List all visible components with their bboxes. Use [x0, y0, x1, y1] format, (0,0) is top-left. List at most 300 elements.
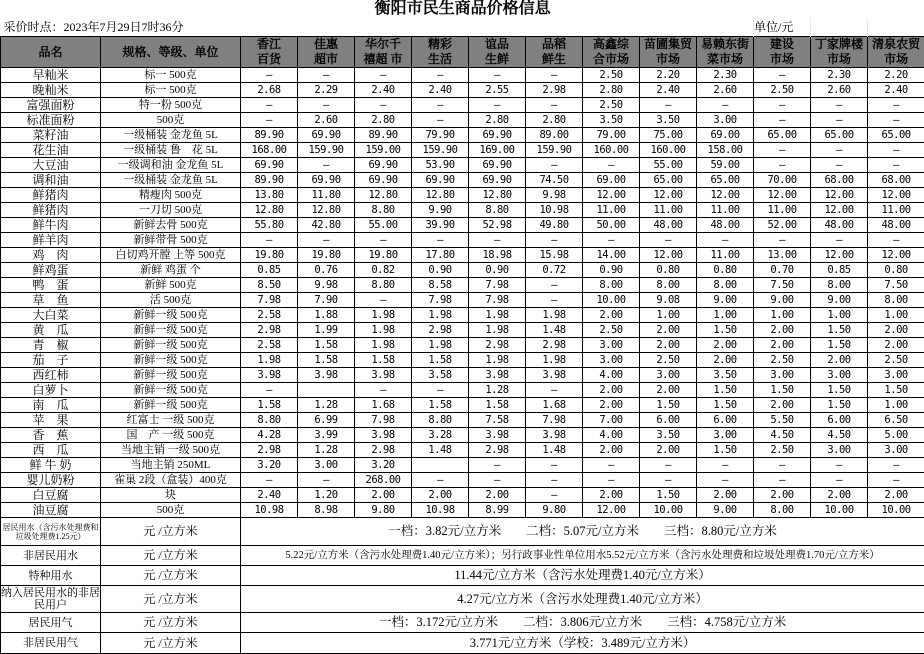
price-cell: 4.50 — [811, 428, 868, 443]
price-cell: 2.00 — [754, 323, 811, 338]
product-name-cell: 富强面粉 — [1, 98, 101, 113]
utility-unit-cell: 元 /立方米 — [101, 546, 241, 566]
price-cell: 8.00 — [640, 278, 697, 293]
price-cell: 14.00 — [583, 248, 640, 263]
price-cell: 1.98 — [412, 308, 469, 323]
product-name-cell: 西红柿 — [1, 368, 101, 383]
price-cell: 8.00 — [754, 503, 811, 518]
product-spec-cell: 特一粉 500克 — [101, 98, 241, 113]
price-cell: 3.98 — [355, 368, 412, 383]
price-cell: 159.00 — [355, 143, 412, 158]
price-cell: — — [412, 383, 469, 398]
price-cell: 1.28 — [469, 383, 526, 398]
price-cell: – — [298, 98, 355, 113]
column-headers — [1, 37, 924, 68]
price-cell: 12.00 — [811, 248, 868, 263]
price-cell: 8.80 — [241, 413, 298, 428]
price-cell: 2.00 — [640, 338, 697, 353]
sheet-top — [1, 0, 924, 37]
utility-name-cell: 纳入居民用水的非居民用户 — [1, 587, 100, 611]
price-cell: 2.50 — [583, 98, 640, 113]
price-cell: – — [640, 98, 697, 113]
price-cell: 1.98 — [412, 338, 469, 353]
price-cell: 2.60 — [697, 83, 754, 98]
price-cell: 1.50 — [754, 383, 811, 398]
price-cell: 10.98 — [526, 203, 583, 218]
price-cell: 3.50 — [697, 368, 754, 383]
price-cell: 3.58 — [412, 368, 469, 383]
utility-unit-cell: 元 /立方米 — [101, 566, 241, 586]
price-cell: 1.98 — [526, 353, 583, 368]
price-cell: – — [697, 98, 754, 113]
price-cell: 3.00 — [868, 368, 924, 383]
price-cell: 11.00 — [640, 203, 697, 218]
product-name-cell: 婴儿奶粉 — [1, 473, 101, 488]
price-cell: 12.80 — [412, 188, 469, 203]
price-cell: 55.80 — [241, 218, 298, 233]
price-cell: 11.00 — [697, 203, 754, 218]
price-cell: – — [526, 473, 583, 488]
price-cell: 1.50 — [640, 398, 697, 413]
price-cell: 1.99 — [298, 323, 355, 338]
price-cell: 11.00 — [697, 248, 754, 263]
price-cell: 53.90 — [412, 158, 469, 173]
price-cell: 48.00 — [811, 218, 868, 233]
price-cell: 8.80 — [355, 278, 412, 293]
product-spec-cell: 新鲜 500克 — [101, 278, 241, 293]
price-cell: 9.98 — [298, 278, 355, 293]
price-cell: 2.50 — [583, 68, 640, 83]
table-row — [1, 368, 924, 383]
price-cell: 79.90 — [412, 128, 469, 143]
price-cell: 3.20 — [241, 458, 298, 473]
price-cell: 59.00 — [697, 158, 754, 173]
price-cell: 12.00 — [583, 188, 640, 203]
price-cell: 65.00 — [754, 128, 811, 143]
price-cell: 2.00 — [583, 488, 640, 503]
price-cell: 2.00 — [868, 488, 924, 503]
price-cell: 74.50 — [526, 173, 583, 188]
price-cell: 65.00 — [640, 173, 697, 188]
price-cell: 1.58 — [412, 353, 469, 368]
price-cell: 12.00 — [868, 248, 924, 263]
table-row — [1, 218, 924, 233]
price-cell: 68.00 — [811, 173, 868, 188]
price-cell: 2.80 — [469, 113, 526, 128]
price-cell: – — [868, 458, 924, 473]
price-cell: 9.00 — [754, 293, 811, 308]
price-cell: — — [241, 383, 298, 398]
price-cell: 12.00 — [754, 188, 811, 203]
price-cell: 48.00 — [868, 218, 924, 233]
utility-name-cell: 居民用气 — [1, 613, 101, 633]
product-name-cell: 调和油 — [1, 173, 101, 188]
price-cell: 1.50 — [811, 398, 868, 413]
price-cell: 2.50 — [868, 353, 924, 368]
price-cell: 7.98 — [469, 293, 526, 308]
price-cell: – — [241, 98, 298, 113]
price-cell: 52.98 — [469, 218, 526, 233]
price-cell: 2.40 — [355, 83, 412, 98]
price-cell: – — [583, 458, 640, 473]
store-column-header: 清泉农贸 市场 — [868, 37, 924, 68]
store-column-header: 品稻 鲜生 — [526, 37, 583, 68]
price-cell: – — [697, 473, 754, 488]
price-cell: – — [868, 113, 924, 128]
utility-value-cell: 11.44元/立方米（含污水处理费1.40元/立方米） — [241, 566, 924, 586]
price-cell: 1.00 — [640, 308, 697, 323]
product-spec-cell: 新鲜 鸡蛋 个 — [101, 263, 241, 278]
price-cell: 9.80 — [355, 503, 412, 518]
product-name-cell: 油豆腐 — [1, 503, 101, 518]
price-cell: 19.80 — [241, 248, 298, 263]
price-cell: 2.98 — [469, 443, 526, 458]
price-cell: 2.58 — [241, 338, 298, 353]
price-cell: 2.20 — [868, 68, 924, 83]
product-name-cell: 香 蕉 — [1, 428, 101, 443]
product-spec-cell: 新鲜一级 500克 — [101, 323, 241, 338]
product-spec-cell: 一级桶装 金龙鱼 5L — [101, 128, 241, 143]
price-cell: 2.00 — [697, 353, 754, 368]
table-row — [1, 308, 924, 323]
price-cell: – — [412, 98, 469, 113]
table-row — [1, 458, 924, 473]
price-cell: 18.98 — [469, 248, 526, 263]
table-row — [1, 323, 924, 338]
title-row — [1, 0, 924, 18]
price-cell: 12.80 — [469, 188, 526, 203]
price-cell: – — [469, 473, 526, 488]
price-cell: – — [640, 233, 697, 248]
product-name-cell: 白豆腐 — [1, 488, 101, 503]
price-cell: 89.90 — [241, 128, 298, 143]
price-cell: 3.00 — [583, 338, 640, 353]
price-cell: – — [868, 473, 924, 488]
price-cell: 2.00 — [868, 338, 924, 353]
price-cell: 2.00 — [697, 488, 754, 503]
product-name-cell: 大白菜 — [1, 308, 101, 323]
table-row — [1, 353, 924, 368]
price-cell: 2.00 — [583, 443, 640, 458]
utility-row — [1, 566, 924, 586]
price-cell: 3.50 — [640, 428, 697, 443]
price-cell: – — [526, 278, 583, 293]
product-spec-cell: 红富士 一级 500克 — [101, 413, 241, 428]
table-row — [1, 143, 924, 158]
table-row — [1, 338, 924, 353]
price-cell: 2.00 — [697, 338, 754, 353]
utility-name-cell: 特种用水 — [1, 566, 101, 586]
price-cell: – — [241, 113, 298, 128]
product-name-header: 品名 — [1, 37, 101, 68]
price-cell: 7.98 — [526, 413, 583, 428]
utility-name-cell: 非居民用气 — [1, 633, 101, 654]
price-cell: 1.58 — [469, 398, 526, 413]
price-cell: – — [811, 233, 868, 248]
price-cell: – — [526, 158, 583, 173]
price-cell — [412, 458, 469, 473]
price-cell: 2.00 — [640, 443, 697, 458]
price-cell: – — [811, 458, 868, 473]
product-name-cell: 晚籼米 — [1, 83, 101, 98]
utility-name-cell: 非居民用水 — [1, 546, 101, 566]
price-cell: 7.98 — [241, 293, 298, 308]
price-cell: 1.50 — [811, 323, 868, 338]
store-column-header: 丁家牌楼 市场 — [811, 37, 868, 68]
price-cell: 160.00 — [583, 143, 640, 158]
price-cell: – — [754, 68, 811, 83]
price-cell: 158.00 — [697, 143, 754, 158]
price-cell: 48.00 — [640, 218, 697, 233]
price-cell: 0.70 — [754, 263, 811, 278]
table-row — [1, 203, 924, 218]
price-cell: 69.90 — [469, 128, 526, 143]
utility-row — [1, 546, 924, 566]
price-cell: 3.98 — [469, 368, 526, 383]
price-cell: 7.90 — [298, 293, 355, 308]
price-cell: 2.50 — [754, 443, 811, 458]
price-cell: 160.00 — [640, 143, 697, 158]
product-spec-cell: 新鲜一级 500克 — [101, 338, 241, 353]
price-cell: 3.00 — [697, 428, 754, 443]
price-cell: 13.00 — [754, 248, 811, 263]
price-cell: – — [811, 143, 868, 158]
price-cell: – — [241, 68, 298, 83]
price-cell: 10.00 — [868, 503, 924, 518]
price-cell: 69.00 — [583, 173, 640, 188]
price-cell: 65.00 — [697, 173, 754, 188]
price-cell: 10.00 — [583, 293, 640, 308]
price-cell: 7.98 — [355, 413, 412, 428]
price-cell: 1.00 — [697, 308, 754, 323]
store-column-header: 苗圃集贸 市场 — [640, 37, 697, 68]
price-cell: 168.00 — [241, 143, 298, 158]
price-cell: – — [412, 113, 469, 128]
price-cell: 1.88 — [298, 308, 355, 323]
price-cell: 3.00 — [754, 368, 811, 383]
price-cell: 0.80 — [640, 263, 697, 278]
price-cell: 9.90 — [412, 203, 469, 218]
product-name-cell: 鲜猪肉 — [1, 188, 101, 203]
price-cell: — — [526, 233, 583, 248]
price-cell: 2.98 — [355, 443, 412, 458]
price-cell: 159.90 — [526, 143, 583, 158]
product-spec-cell: 一级桶装 金龙鱼 5L — [101, 173, 241, 188]
table-row — [1, 98, 924, 113]
price-cell: — — [241, 233, 298, 248]
product-name-cell: 茄 子 — [1, 353, 101, 368]
price-cell: – — [811, 98, 868, 113]
price-cell: 2.50 — [754, 353, 811, 368]
price-cell: 2.98 — [526, 83, 583, 98]
price-cell: – — [754, 473, 811, 488]
price-cell: 9.00 — [697, 503, 754, 518]
price-cell: 8.58 — [412, 278, 469, 293]
product-spec-cell: 新鲜一级 500克 — [101, 368, 241, 383]
price-cell: 1.58 — [298, 338, 355, 353]
price-cell: 8.80 — [412, 413, 469, 428]
utility-unit-cell: 元 /立方米 — [101, 586, 241, 613]
price-cell: 1.58 — [412, 398, 469, 413]
utility-value-cell: 4.27元/立方米（含污水处理费1.40元/立方米） — [241, 586, 924, 613]
price-cell: – — [811, 158, 868, 173]
table-row — [1, 488, 924, 503]
price-cell: 1.68 — [355, 398, 412, 413]
table-row — [1, 173, 924, 188]
product-spec-cell: 500克 — [101, 113, 241, 128]
price-cell: 12.00 — [697, 188, 754, 203]
price-cell: 2.00 — [811, 353, 868, 368]
price-cell: 1.98 — [469, 353, 526, 368]
price-cell: 0.80 — [697, 263, 754, 278]
table-row — [1, 503, 924, 518]
utility-unit-cell: 元 /立方米 — [101, 518, 241, 546]
spec-header: 规格、等级、单位 — [101, 37, 241, 68]
price-cell: – — [412, 233, 469, 248]
price-cell: – — [469, 98, 526, 113]
price-cell: 2.60 — [811, 83, 868, 98]
product-name-cell: 鲜 牛 奶 — [1, 458, 101, 473]
price-cell: 69.90 — [298, 173, 355, 188]
price-cell: 1.58 — [241, 398, 298, 413]
price-cell: 12.80 — [298, 203, 355, 218]
price-cell: 1.00 — [811, 308, 868, 323]
price-cell: 1.48 — [526, 443, 583, 458]
price-cell: 70.00 — [754, 173, 811, 188]
price-cell: 2.00 — [583, 308, 640, 323]
price-cell: 19.80 — [298, 248, 355, 263]
price-cell: — — [526, 383, 583, 398]
utility-value-cell: 一档：3.82元/立方米 二档：5.07元/立方米 三档：8.80元/立方米 — [241, 518, 924, 546]
price-cell: 69.90 — [355, 158, 412, 173]
price-cell: 1.50 — [811, 338, 868, 353]
price-cell: 1.98 — [469, 323, 526, 338]
price-cell: 75.00 — [640, 128, 697, 143]
price-cell: – — [583, 473, 640, 488]
product-name-cell: 鸭 蛋 — [1, 278, 101, 293]
price-cell: 12.00 — [811, 188, 868, 203]
price-cell: 3.98 — [469, 428, 526, 443]
price-cell: 12.00 — [583, 503, 640, 518]
price-cell: 2.80 — [583, 83, 640, 98]
price-cell: 69.90 — [469, 173, 526, 188]
price-cell: 5.50 — [754, 413, 811, 428]
price-cell: – — [754, 233, 811, 248]
price-cell: – — [355, 68, 412, 83]
price-cell: 2.00 — [754, 398, 811, 413]
table-row — [1, 473, 924, 488]
price-cell: 0.85 — [241, 263, 298, 278]
store-column-header: 谊品 生鲜 — [469, 37, 526, 68]
product-name-cell: 青 椒 — [1, 338, 101, 353]
table-row — [1, 113, 924, 128]
price-cell: 1.58 — [355, 353, 412, 368]
price-cell: 11.00 — [868, 203, 924, 218]
price-cell: 4.00 — [583, 368, 640, 383]
price-cell: 2.00 — [412, 488, 469, 503]
price-cell: 12.00 — [640, 248, 697, 263]
store-column-header: 高鑫综 合市场 — [583, 37, 640, 68]
product-spec-cell: 新鲜去骨 500克 — [101, 218, 241, 233]
price-cell: 1.20 — [298, 488, 355, 503]
price-cell: 10.00 — [640, 503, 697, 518]
price-cell: 8.80 — [469, 203, 526, 218]
price-cell: 3.28 — [412, 428, 469, 443]
price-cell: 68.00 — [868, 173, 924, 188]
product-spec-cell: 当地主销 一级 500克 — [101, 443, 241, 458]
product-spec-cell: 雀巢 2段（盒装）400克 — [101, 473, 241, 488]
store-column-header: 佳惠 超市 — [298, 37, 355, 68]
meta-row — [1, 18, 924, 37]
price-cell: 8.80 — [355, 203, 412, 218]
price-cell: 0.82 — [355, 263, 412, 278]
price-cell: 3.00 — [583, 353, 640, 368]
price-cell: 159.90 — [298, 143, 355, 158]
price-cell: 12.00 — [868, 188, 924, 203]
price-cell: 48.00 — [697, 218, 754, 233]
price-cell: 3.98 — [355, 428, 412, 443]
price-cell: 50.00 — [583, 218, 640, 233]
price-cell: 39.90 — [412, 218, 469, 233]
price-cell: 89.90 — [241, 173, 298, 188]
price-cell: 3.00 — [868, 443, 924, 458]
price-cell: 2.98 — [526, 338, 583, 353]
product-spec-cell: 块 — [101, 488, 241, 503]
price-cell: 4.00 — [583, 428, 640, 443]
product-name-cell: 黄 瓜 — [1, 323, 101, 338]
price-cell: 6.00 — [697, 413, 754, 428]
price-cell: 89.90 — [355, 128, 412, 143]
price-cell: 3.98 — [241, 368, 298, 383]
price-cell: 7.50 — [868, 278, 924, 293]
price-cell: 0.90 — [412, 263, 469, 278]
price-cell: 69.90 — [355, 173, 412, 188]
price-cell: 2.00 — [868, 323, 924, 338]
table-row — [1, 158, 924, 173]
price-cell: 3.00 — [298, 458, 355, 473]
price-cell: 2.68 — [241, 83, 298, 98]
price-cell: 17.80 — [412, 248, 469, 263]
product-name-cell: 南 瓜 — [1, 398, 101, 413]
price-cell: 2.00 — [469, 488, 526, 503]
price-cell: 1.98 — [526, 308, 583, 323]
product-name-cell: 花生油 — [1, 143, 101, 158]
price-cell: – — [868, 98, 924, 113]
empty-cell — [868, 18, 924, 37]
price-cell: 11.00 — [583, 203, 640, 218]
price-cell: – — [469, 458, 526, 473]
price-cell: 1.98 — [241, 353, 298, 368]
price-cell: 8.00 — [583, 278, 640, 293]
price-cell: 3.00 — [640, 368, 697, 383]
table-row — [1, 68, 924, 83]
price-cell: 7.50 — [754, 278, 811, 293]
store-column-header: 香江 百货 — [241, 37, 298, 68]
price-cell: 12.80 — [241, 203, 298, 218]
price-cell: 8.98 — [298, 503, 355, 518]
price-cell: 11.80 — [298, 188, 355, 203]
price-cell: 0.90 — [469, 263, 526, 278]
price-cell: 9.00 — [811, 293, 868, 308]
table-row — [1, 293, 924, 308]
utility-name-cell: 居民用水（含污水处理费和垃圾处理费1.25元） — [1, 518, 101, 546]
price-cell: 1.50 — [868, 383, 924, 398]
price-cell: 7.58 — [469, 413, 526, 428]
price-cell: 0.76 — [298, 263, 355, 278]
price-cell: 9.80 — [526, 503, 583, 518]
price-cell: 1.50 — [697, 383, 754, 398]
product-name-cell: 鸡 肉 — [1, 248, 101, 263]
